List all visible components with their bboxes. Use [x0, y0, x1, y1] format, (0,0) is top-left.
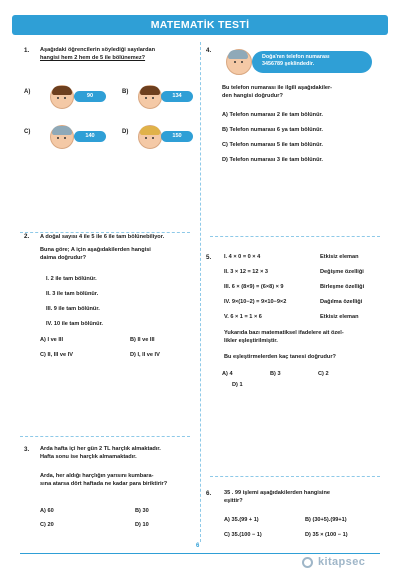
- footer-rule: [20, 553, 380, 554]
- student-avatar: [50, 85, 74, 109]
- statement: I. 2 ile tam bölünür.: [46, 276, 97, 282]
- statement: II. 3 ile tam bölünür.: [46, 291, 99, 297]
- option-label[interactable]: A): [24, 89, 31, 95]
- property: Etkisiz eleman: [320, 254, 359, 260]
- test-title: MATEMATİK TESTİ: [150, 19, 250, 31]
- question-separator: [210, 476, 380, 477]
- speech-bubble: 150: [161, 131, 193, 142]
- question-number: 3.: [24, 446, 30, 453]
- expression: IV. 9×(10−2) = 9×10−9×2: [224, 299, 287, 305]
- expression: V. 6 × 1 = 1 × 6: [224, 314, 262, 320]
- statement: III. 9 ile tam bölünür.: [46, 306, 100, 312]
- option-label[interactable]: D): [122, 129, 129, 135]
- question-separator: [20, 436, 190, 437]
- question-number: 1.: [24, 47, 30, 54]
- option-d[interactable]: D) I, II ve IV: [130, 352, 160, 358]
- question-number: 6.: [206, 490, 212, 497]
- question-separator: [210, 236, 380, 237]
- option-b[interactable]: B) 3: [270, 371, 281, 377]
- question-text: 35 . 99 işlemi aşağıdakilerden hangisine eşittir?: [224, 490, 331, 505]
- watermark-logo: kitapsec: [318, 556, 366, 568]
- question-prompt: Bu telefon numarası ile ilgili aşağıdakiler- den hangisi doğrudur?: [222, 85, 333, 100]
- speech-bubble: 90: [74, 91, 106, 102]
- option-b[interactable]: B) 30: [135, 508, 149, 514]
- option-c[interactable]: C) 35.(100 − 1): [224, 532, 262, 538]
- option-c[interactable]: C) 20: [40, 522, 54, 528]
- property: Birleşme özelliği: [320, 284, 365, 290]
- watermark-icon: [302, 557, 313, 568]
- option-a[interactable]: A) Telefon numarası 2 ile tam bölünür.: [222, 112, 323, 118]
- question-text: Aşağıdaki öğrencilerin söylediği sayılardan hangisi hem 2 hem de 5 ile bölünemez?: [40, 47, 156, 62]
- question-prompt: Bu eşleştirmelerden kaç tanesi doğrudur?: [224, 354, 336, 360]
- option-a[interactable]: A) 35.(99 + 1): [224, 517, 259, 523]
- option-a[interactable]: A) 4: [222, 371, 233, 377]
- speech-bubble: 134: [161, 91, 193, 102]
- property: Dağılma özelliği: [320, 299, 363, 305]
- option-d[interactable]: D) 10: [135, 522, 149, 528]
- page-number: 6: [196, 543, 200, 549]
- option-a[interactable]: A) I ve III: [40, 337, 64, 343]
- question-text: Yukarıda bazı matematiksel ifadelere ait özel- likler eşleştirilmiştir.: [224, 330, 344, 345]
- student-avatar: [226, 49, 252, 75]
- question-number: 2.: [24, 233, 30, 240]
- option-d[interactable]: D) 1: [232, 382, 243, 388]
- option-b[interactable]: B) Telefon numarası 6 ya tam bölünür.: [222, 127, 323, 133]
- question-number: 4.: [206, 47, 212, 54]
- property: Etkisiz eleman: [320, 314, 359, 320]
- student-avatar: [138, 85, 162, 109]
- test-title-bar: [12, 15, 388, 35]
- option-a[interactable]: A) 60: [40, 508, 54, 514]
- option-c[interactable]: C) 2: [318, 371, 329, 377]
- column-divider: [200, 42, 201, 542]
- question-number: 5.: [206, 254, 212, 261]
- student-avatar: [50, 125, 74, 149]
- question-prompt: Buna göre; A için aşağıdakilerden hangisi daima doğrudur?: [40, 247, 151, 262]
- question-text: Arda hafta içi her gün 2 TL harçlık almaktadır. Hafta sonu ise harçlık almamaktadır.: [40, 446, 161, 461]
- option-label[interactable]: B): [122, 89, 129, 95]
- student-avatar: [138, 125, 162, 149]
- option-c[interactable]: C) Telefon numarası 5 ile tam bölünür.: [222, 142, 323, 148]
- expression: II. 3 × 12 = 12 × 3: [224, 269, 269, 275]
- question-text: A doğal sayısı 4 ile 5 ile 6 ile tam bölünebiliyor.: [40, 234, 165, 240]
- property: Değişme özelliği: [320, 269, 364, 275]
- expression: I. 4 × 0 = 0 × 4: [224, 254, 261, 260]
- option-d[interactable]: D) 35 × (100 − 1): [305, 532, 348, 538]
- option-b[interactable]: B) II ve III: [130, 337, 155, 343]
- speech-bubble: 140: [74, 131, 106, 142]
- speech-bubble: Doğa'nın telefon numarası 3456789 şeklindedir.: [252, 51, 372, 73]
- option-b[interactable]: B) (30+5).(99+1): [305, 517, 347, 523]
- statement: IV. 10 ile tam bölünür.: [46, 321, 103, 327]
- option-c[interactable]: C) II, III ve IV: [40, 352, 73, 358]
- question-prompt: Arda, her aldığı harçlığın yarısını kumbara- sına atarsa dört haftada ne kadar para biriktirir?: [40, 473, 168, 488]
- option-label[interactable]: C): [24, 129, 31, 135]
- option-d[interactable]: D) Telefon numarası 3 ile tam bölünür.: [222, 157, 323, 163]
- expression: III. 6 × (8×9) = (6×8) × 9: [224, 284, 284, 290]
